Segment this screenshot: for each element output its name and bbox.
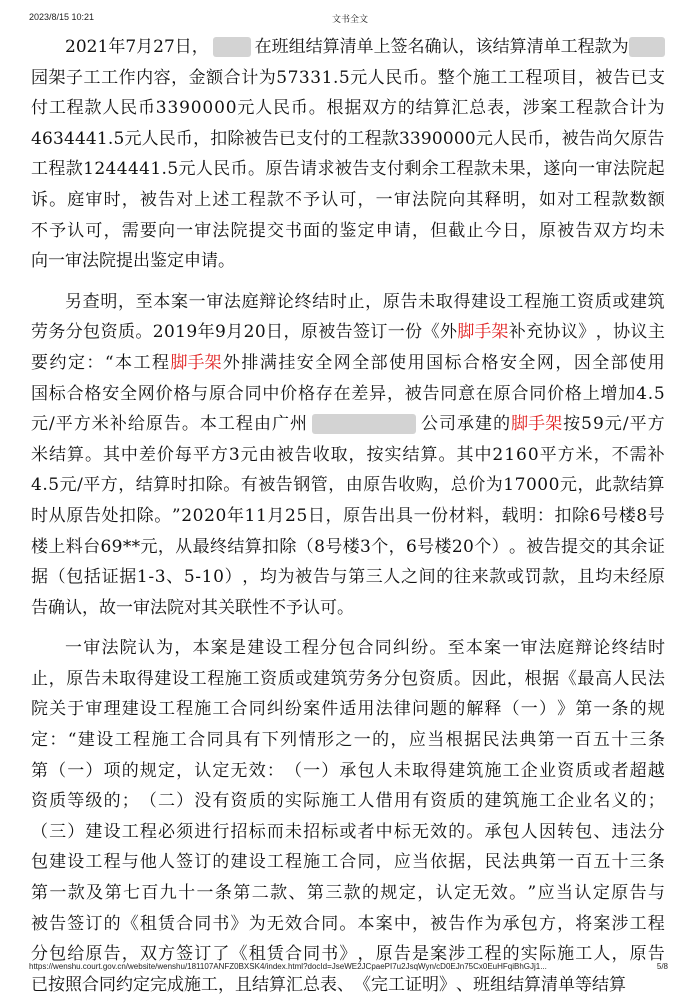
text-line: 国 标 合 格 安 全 网 价 格 与 原 合 同 中 价 格 存 在 差 异 ， 被 告 同 意 在 原 合 同 价 格 上 增 加 4 . 5 — [31, 383, 665, 404]
text-line: 被 告 签 订 的 《 租 赁 合 同 书 》 为 无 效 合 同 。 本 案 中 ， 被 告 作 为 承 包 方 ， 将 案 涉 工 程 — [31, 913, 665, 934]
text-line: 第 一 款 及 第 七 百 九 十 一 条 第 二 款 、 第 三 款 的 规 定 ， 认 定 无 效 。 ” 应 当 认 定 原 告 与 — [31, 883, 665, 904]
text-line: 时 从 原 告 处 扣 除 。 ” 2 0 2 0 年 1 1 月 2 5 日 ， 原 告 出 具 一 份 材 料 ， 载 明 ： 扣 除 6 号 楼 8 号 — [31, 505, 665, 526]
highlighted-keyword: 脚手架 — [457, 322, 509, 343]
text-line: 向 一 审 法 院 提 出 鉴 定 申 请 。 — [31, 251, 235, 272]
text-line: 告 确 认 ， 故 一 审 法 院 对 其 关 联 性 不 予 认 可 。 — [31, 597, 354, 618]
text-line: 分 包 给 原 告 ， 双 方 签 订 了 《 租 赁 合 同 书 》 ， 原 告 是 案 涉 工 程 的 实 际 施 工 人 ， 原 告 — [31, 944, 665, 965]
page-number: 5/8 — [656, 962, 668, 971]
text-line: 已 按 照 合 同 约 定 完 成 施 工 ， 且 结 算 汇 总 表 、 《 完 工 证 明 》 、 班 组 结 算 清 单 等 结 算 — [31, 974, 626, 995]
text-line: 资 质 等 级 的 ； （ 二 ） 没 有 资 质 的 实 际 施 工 人 借 用 有 资 质 的 建 筑 施 工 企 业 名 义 的 ； — [31, 791, 665, 812]
paragraph — [31, 287, 665, 624]
text-line: 园 架 子 工 工 作 内 容 ， 金 额 合 计 为 5 7 3 3 1 . 5 元 人 民 币 。 整 个 施 工 工 程 项 目 ， 被 告 已 支 — [31, 67, 665, 88]
text-line: 楼 上 料 台 6 9 * * 元 ， 从 最 终 结 算 扣 除 （ 8 号 楼 3 个 ， 6 号 楼 2 0 个 ） 。 被 告 提 交 的 其 余 证 — [31, 536, 665, 557]
text-line: 院 关 于 审 理 建 设 工 程 施 工 合 同 纠 纷 案 件 适 用 法 律 问 题 的 解 释 （ 一 ） 》 第 一 条 的 规 — [31, 699, 665, 720]
text-line: 4 6 3 4 4 4 1 . 5 元 人 民 币 ， 扣 除 被 告 已 支 付 的 工 程 款 3 3 9 0 0 0 0 元 人 民 币 ， 被 告 尚 欠 原 告 — [31, 128, 665, 149]
text-line: 第 （ 一 ） 项 的 规 定 ， 认 定 无 效 ： （ 一 ） 承 包 人 未 取 得 建 筑 施 工 企 业 资 质 或 者 超 越 — [31, 760, 665, 781]
text-line: 诉 。 庭 审 时 ， 被 告 对 上 述 工 程 款 不 予 认 可 ， 一 审 法 院 向 其 释 明 ， 如 对 工 程 款 数 额 — [31, 189, 665, 210]
text-line: 另 查 明 ， 至 本 案 一 审 法 庭 辩 论 终 结 时 止 ， 原 告 未 取 得 建 设 工 程 施 工 资 质 或 建 筑 — [65, 291, 665, 312]
paragraph-gap — [31, 623, 665, 633]
redaction-box — [629, 37, 665, 57]
text-line: 一 审 法 院 认 为 ， 本 案 是 建 设 工 程 分 包 合 同 纠 纷 。 至 本 案 一 审 法 庭 辩 论 终 结 时 — [65, 638, 665, 659]
redaction-box — [312, 414, 416, 434]
text-line: 包 建 设 工 程 与 他 人 签 订 的 建 设 工 程 施 工 合 同 ， 应 当 依 据 ， 民 法 典 第 一 百 五 十 三 条 — [31, 852, 665, 873]
text-line: 付 工 程 款 人 民 币 3 3 9 0 0 0 0 元 人 民 币 。 根 据 双 方 的 结 算 汇 总 表 ， 涉 案 工 程 款 合 计 为 — [31, 98, 665, 119]
paragraph — [31, 633, 665, 1000]
paragraph-gap — [31, 277, 665, 287]
text-line: 工 程 款 1 2 4 4 4 4 1 . 5 元 人 民 币 。 原 告 请 求 被 告 支 付 剩 余 工 程 款 未 果 ， 遂 向 一 审 法 院 起 — [31, 159, 665, 180]
text-line: 2 0 2 1 年 7 月 2 7 日 ， 在 班 组 结 算 清 单 上 签 名 确 认 ， 该 结 算 清 单 工 程 款 为 — [31, 32, 665, 63]
document-body — [31, 32, 665, 1000]
paragraph — [31, 32, 665, 277]
text-line: 止 ， 原 告 未 取 得 建 设 工 程 施 工 资 质 或 建 筑 劳 务 分 包 资 质 。 因 此 ， 根 据 《 最 高 人 民 法 — [31, 668, 665, 689]
text-line: 4 . 5 元 / 平 方 ， 结 算 时 扣 除 。 有 被 告 钢 管 ， 由 原 告 收 购 ， 总 价 为 1 7 0 0 0 元 ， 此 款 结 算 — [31, 475, 665, 496]
highlighted-keyword: 脚手架 — [511, 414, 563, 435]
text-line: 劳 务 分 包 资 质 。 2 0 1 9 年 9 月 2 0 日 ， 原 被 告 签 订 一 份 《 外 脚手架 补 充 协 议 》 ， 协 议 主 — [31, 317, 665, 348]
text-line: 元 / 平 方 米 补 给 原 告 。 本 工 程 由 广 州 公 司 承 建 的 脚手架 按 5 9 元 / 平 方 — [31, 409, 665, 440]
text-line: 定 ： “ 建 设 工 程 施 工 合 同 具 有 下 列 情 形 之 一 的 ， 应 当 根 据 民 法 典 第 一 百 五 十 三 条 — [31, 730, 665, 751]
text-line: 不 予 认 可 ， 需 要 向 一 审 法 院 提 交 书 面 的 鉴 定 申 请 ， 但 截 止 今 日 ， 原 被 告 双 方 均 未 — [31, 220, 665, 241]
redaction-box — [213, 37, 251, 57]
text-line: 米 结 算 。 其 中 差 价 每 平 方 3 元 由 被 告 收 取 ， 按 实 结 算 。 其 中 2 1 6 0 平 方 米 ， 不 需 补 — [31, 444, 665, 465]
highlighted-keyword: 脚手架 — [170, 352, 222, 373]
print-datetime: 2023/8/15 10:21 — [29, 12, 95, 22]
text-line: 据 （ 包 括 证 据 1 - 3 、 5 - 1 0 ） ， 均 为 被 告 与 第 三 人 之 间 的 往 来 款 或 罚 款 ， 且 均 未 经 原 — [31, 567, 665, 588]
document-title: 文书全文 — [331, 14, 368, 24]
page-url: https://wenshu.court.gov.cn/website/wenshu/181107ANFZ0BXSK4/index.html?docId=JseWE2JCpaePI7u2JsqWyn/cD0EJn75Cx0EuHFqiBhGJj1... — [29, 962, 547, 971]
text-line: 要 约 定 ： “ 本 工 程 脚手架 外 排 满 挂 安 全 网 全 部 使 用 国 标 合 格 安 全 网 ， 因 全 部 使 用 — [31, 348, 665, 379]
text-line: （ 三 ） 建 设 工 程 必 须 进 行 招 标 而 未 招 标 或 者 中 标 无 效 的 。 承 包 人 因 转 包 、 违 法 分 — [31, 821, 665, 842]
